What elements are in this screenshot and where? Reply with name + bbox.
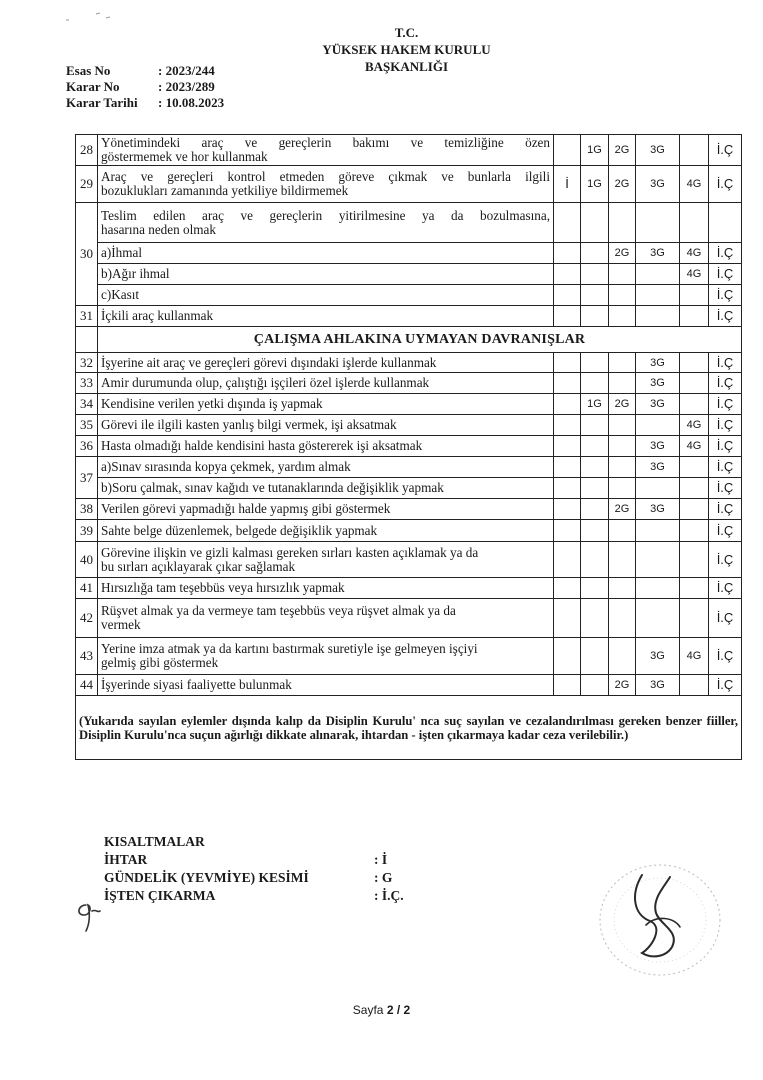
cell-ic: İ.Ç xyxy=(709,675,742,696)
section-row xyxy=(76,327,742,353)
cell-3g: 3G xyxy=(636,675,680,696)
row-number: 33 xyxy=(76,373,98,394)
scan-marks xyxy=(60,8,120,28)
row-description: Araç ve gereçleri kontrol etmeden göreve çıkmak ve bunlarla ilgili bozuklukları zamanında yetkiliye bildirmemek xyxy=(98,166,554,203)
cell-4g: 4G xyxy=(680,264,709,285)
page-label: Sayfa xyxy=(352,1003,387,1017)
page-footer xyxy=(0,1003,763,1017)
meta-value: : 2023/244 xyxy=(158,63,215,78)
cell-ic: İ.Ç xyxy=(709,306,742,327)
meta-row-tarih xyxy=(66,95,224,111)
row-number: 37 xyxy=(76,457,98,499)
abbreviation-item xyxy=(104,851,404,869)
cell-3g: 3G xyxy=(636,353,680,373)
cell-4g: 4G xyxy=(680,638,709,675)
cell-2g: 2G xyxy=(609,394,636,415)
abbreviation-label: GÜNDELİK (YEVMİYE) KESİMİ xyxy=(104,870,309,885)
meta-row-karar xyxy=(66,79,224,95)
cell-3g: 3G xyxy=(636,499,680,520)
cell-ic: İ.Ç xyxy=(709,135,742,166)
stamp-signature xyxy=(590,855,730,985)
row-description: Hasta olmadığı halde kendisini hasta göstererek işi aksatmak xyxy=(98,436,554,457)
meta-label: Karar No xyxy=(66,79,120,94)
table-row xyxy=(76,264,742,285)
abbreviation-value: : İ.Ç. xyxy=(374,888,404,903)
row-description: Teslim edilen araç ve gereçlerin yitirilmesine ya da bozulmasına, hasarına neden olmak xyxy=(98,203,554,243)
row-number: 34 xyxy=(76,394,98,415)
table-row xyxy=(76,478,742,499)
row-number: 38 xyxy=(76,499,98,520)
table-row xyxy=(76,285,742,306)
cell-ic: İ.Ç xyxy=(709,243,742,264)
cell-3g: 3G xyxy=(636,394,680,415)
handwritten-initial xyxy=(72,897,112,937)
abbreviation-label: İHTAR xyxy=(104,852,148,867)
cell-ic: İ.Ç xyxy=(709,415,742,436)
table-row xyxy=(76,457,742,478)
meta-value: : 2023/289 xyxy=(158,79,215,94)
cell-ic: İ.Ç xyxy=(709,285,742,306)
table-row xyxy=(76,436,742,457)
cell-ic: İ.Ç xyxy=(709,638,742,675)
cell-2g: 2G xyxy=(609,243,636,264)
cell-3g: 3G xyxy=(636,166,680,203)
table-row xyxy=(76,578,742,599)
row-number: 32 xyxy=(76,353,98,373)
table-row xyxy=(76,203,742,243)
abbreviation-item xyxy=(104,887,404,905)
row-description: Amir durumunda olup, çalıştığı işçileri özel işlerde kullanmak xyxy=(98,373,554,394)
cell-1g: 1G xyxy=(581,394,609,415)
row-number: 43 xyxy=(76,638,98,675)
row-description: Yönetimindeki araç ve gereçlerin bakımı ve temizliğine özen göstermemek ve hor kullanmak xyxy=(98,135,554,166)
cell-ic: İ.Ç xyxy=(709,394,742,415)
cell-ic: İ.Ç xyxy=(709,166,742,203)
row-description: İşyerinde siyasi faaliyette bulunmak xyxy=(98,675,554,696)
cell-1g: 1G xyxy=(581,166,609,203)
row-description: b)Ağır ihmal xyxy=(98,264,554,285)
case-meta xyxy=(66,63,224,111)
cell-4g: 4G xyxy=(680,415,709,436)
row-description: Kendisine verilen yetki dışında iş yapmak xyxy=(98,394,554,415)
row-number: 41 xyxy=(76,578,98,599)
cell-3g: 3G xyxy=(636,638,680,675)
row-number: 44 xyxy=(76,675,98,696)
note-row xyxy=(76,696,742,760)
row-description: Görevine ilişkin ve gizli kalması gereken sırları kasten açıklamak ya da bu sırları açıklayarak çıkar sağlamak xyxy=(98,542,554,578)
cell-4g xyxy=(680,135,709,166)
meta-row-esas xyxy=(66,63,224,79)
cell-ihtar xyxy=(554,135,581,166)
row-number: 42 xyxy=(76,599,98,638)
cell-4g: 4G xyxy=(680,166,709,203)
row-description: Verilen görevi yapmadığı halde yapmış gibi göstermek xyxy=(98,499,554,520)
table-row xyxy=(76,499,742,520)
meta-label: Karar Tarihi xyxy=(66,95,138,110)
row-number: 36 xyxy=(76,436,98,457)
cell-ic: İ.Ç xyxy=(709,520,742,542)
cell-ic: İ.Ç xyxy=(709,499,742,520)
cell-ihtar: İ xyxy=(554,166,581,203)
row-number: 28 xyxy=(76,135,98,166)
cell-1g: 1G xyxy=(581,135,609,166)
cell-2g: 2G xyxy=(609,135,636,166)
cell-2g: 2G xyxy=(609,166,636,203)
table-row xyxy=(76,542,742,578)
header-line-institution: YÜKSEK HAKEM KURULU xyxy=(322,42,491,57)
row-number: 29 xyxy=(76,166,98,203)
cell-ic: İ.Ç xyxy=(709,578,742,599)
abbreviations xyxy=(104,833,404,905)
abbreviation-value: : G xyxy=(374,870,393,885)
table-row xyxy=(76,638,742,675)
cell-3g: 3G xyxy=(636,436,680,457)
row-description: b)Soru çalmak, sınav kağıdı ve tutanaklarında değişiklik yapmak xyxy=(98,478,554,499)
cell-3g: 3G xyxy=(636,457,680,478)
meta-value: : 10.08.2023 xyxy=(158,95,225,110)
row-description: İçkili araç kullanmak xyxy=(98,306,554,327)
cell-3g: 3G xyxy=(636,243,680,264)
abbreviation-label: İŞTEN ÇIKARMA xyxy=(104,888,216,903)
table-footnote: (Yukarıda sayılan eylemler dışında kalıp da Disiplin Kurulu' nca suç sayılan ve cezalandırılması gereken benzer fiiller, Disiplin Kurulu'nca suçun ağırlığı dikkate alınarak, ihtardan - işten çıkarmaya kadar ceza verilebilir.) xyxy=(76,696,742,760)
row-description: Rüşvet almak ya da vermeye tam teşebbüs veya rüşvet almak ya da vermek xyxy=(98,599,554,638)
discipline-table xyxy=(75,134,742,760)
row-description: İşyerine ait araç ve gereçleri görevi dışındaki işlerde kullanmak xyxy=(98,353,554,373)
section-title: ÇALIŞMA AHLAKINA UYMAYAN DAVRANIŞLAR xyxy=(98,327,742,353)
row-description: Sahte belge düzenlemek, belgede değişiklik yapmak xyxy=(98,520,554,542)
table-row xyxy=(76,520,742,542)
table-row xyxy=(76,415,742,436)
abbreviation-value: : İ xyxy=(374,852,388,867)
cell-3g: 3G xyxy=(636,135,680,166)
table-row xyxy=(76,373,742,394)
row-number: 35 xyxy=(76,415,98,436)
row-description: c)Kasıt xyxy=(98,285,554,306)
row-description: Görevi ile ilgili kasten yanlış bilgi vermek, işi aksatmak xyxy=(98,415,554,436)
row-number: 40 xyxy=(76,542,98,578)
header-line-presidency: BAŞKANLIĞI xyxy=(364,59,449,74)
meta-label: Esas No xyxy=(66,63,111,78)
cell-ic: İ.Ç xyxy=(709,353,742,373)
table-row xyxy=(76,599,742,638)
row-description: Yerine imza atmak ya da kartını bastırmak suretiyle işe gelmeyen işçiyi gelmiş gibi göstermek xyxy=(98,638,554,675)
table-row xyxy=(76,306,742,327)
cell-ic: İ.Ç xyxy=(709,436,742,457)
cell-ic: İ.Ç xyxy=(709,599,742,638)
cell-2g: 2G xyxy=(609,675,636,696)
row-number: 30 xyxy=(76,203,98,306)
row-description: a)İhmal xyxy=(98,243,554,264)
abbreviations-title: KISALTMALAR xyxy=(104,834,205,849)
row-description: Hırsızlığa tam teşebbüs veya hırsızlık yapmak xyxy=(98,578,554,599)
cell-ic: İ.Ç xyxy=(709,478,742,499)
abbreviation-item xyxy=(104,869,404,887)
table-row xyxy=(76,135,742,166)
cell-ic: İ.Ç xyxy=(709,373,742,394)
table-row xyxy=(76,243,742,264)
cell-3g: 3G xyxy=(636,373,680,394)
row-description: a)Sınav sırasında kopya çekmek, yardım almak xyxy=(98,457,554,478)
table-row xyxy=(76,394,742,415)
header-line-tc: T.C. xyxy=(394,25,419,40)
cell-ic: İ.Ç xyxy=(709,457,742,478)
page-number: 2 / 2 xyxy=(386,1003,411,1017)
table-row xyxy=(76,353,742,373)
row-number: 31 xyxy=(76,306,98,327)
table-row xyxy=(76,675,742,696)
row-number: 39 xyxy=(76,520,98,542)
cell-4g: 4G xyxy=(680,436,709,457)
cell-ic: İ.Ç xyxy=(709,542,742,578)
cell-2g: 2G xyxy=(609,499,636,520)
cell-4g: 4G xyxy=(680,243,709,264)
table-row xyxy=(76,166,742,203)
cell-ic: İ.Ç xyxy=(709,264,742,285)
